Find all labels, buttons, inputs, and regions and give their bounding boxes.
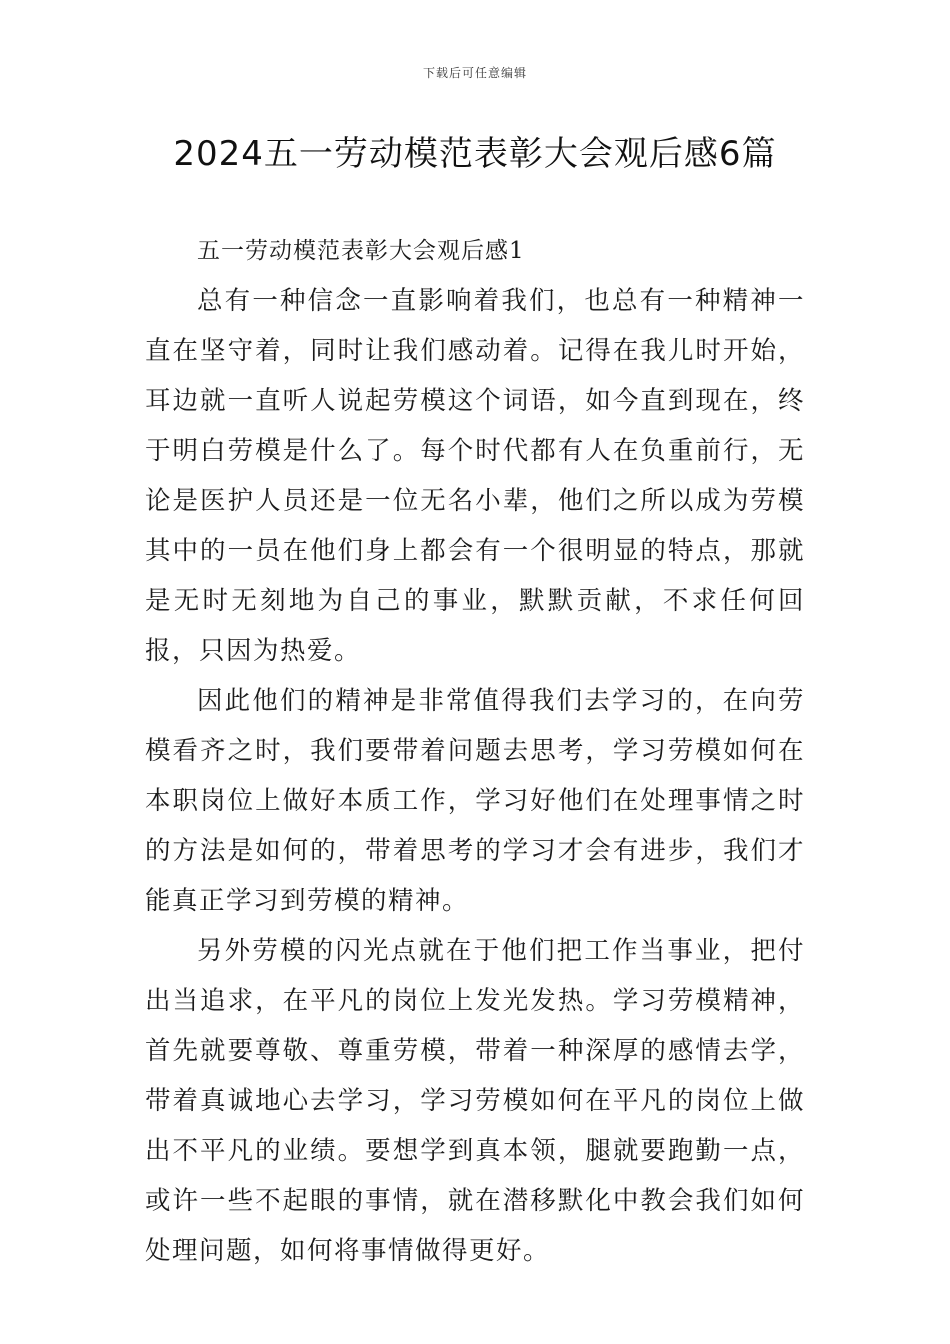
- body-paragraph-3: 另外劳模的闪光点就在于他们把工作当事业，把付出当追求，在平凡的岗位上发光发热。学习劳模精神，首先就要尊敬、尊重劳模，带着一种深厚的感情去学，带着真诚地心去学习，学习劳模如何在平凡的岗位上做出不平凡的业绩。要想学到真本领，腿就要跑勤一点，或许一些不起眼的事情，就在潜移默化中教会我们如何处理问题，如何将事情做得更好。: [145, 936, 805, 1266]
- body-paragraph-2: 因此他们的精神是非常值得我们去学习的，在向劳模看齐之时，我们要带着问题去思考，学习劳模如何在本职岗位上做好本质工作，学习好他们在处理事情之时的方法是如何的，带着思考的学习才会有进步，我们才能真正学习到劳模的精神。: [145, 686, 805, 916]
- document-body: [145, 226, 805, 1276]
- document-title: 2024五一劳动模范表彰大会观后感6篇: [173, 134, 777, 174]
- body-paragraph-1: 总有一种信念一直影响着我们，也总有一种精神一直在坚守着，同时让我们感动着。记得在我儿时开始，耳边就一直听人说起劳模这个词语，如今直到现在，终于明白劳模是什么了。每个时代都有人在负重前行，无论是医护人员还是一位无名小辈，他们之所以成为劳模其中的一员在他们身上都会有一个很明显的特点，那就是无时无刻地为自己的事业，默默贡献，不求任何回报，只因为热爱。: [145, 286, 805, 666]
- header-note: 下载后可任意编辑: [422, 66, 527, 80]
- section-heading: 五一劳动模范表彰大会观后感1: [197, 238, 525, 264]
